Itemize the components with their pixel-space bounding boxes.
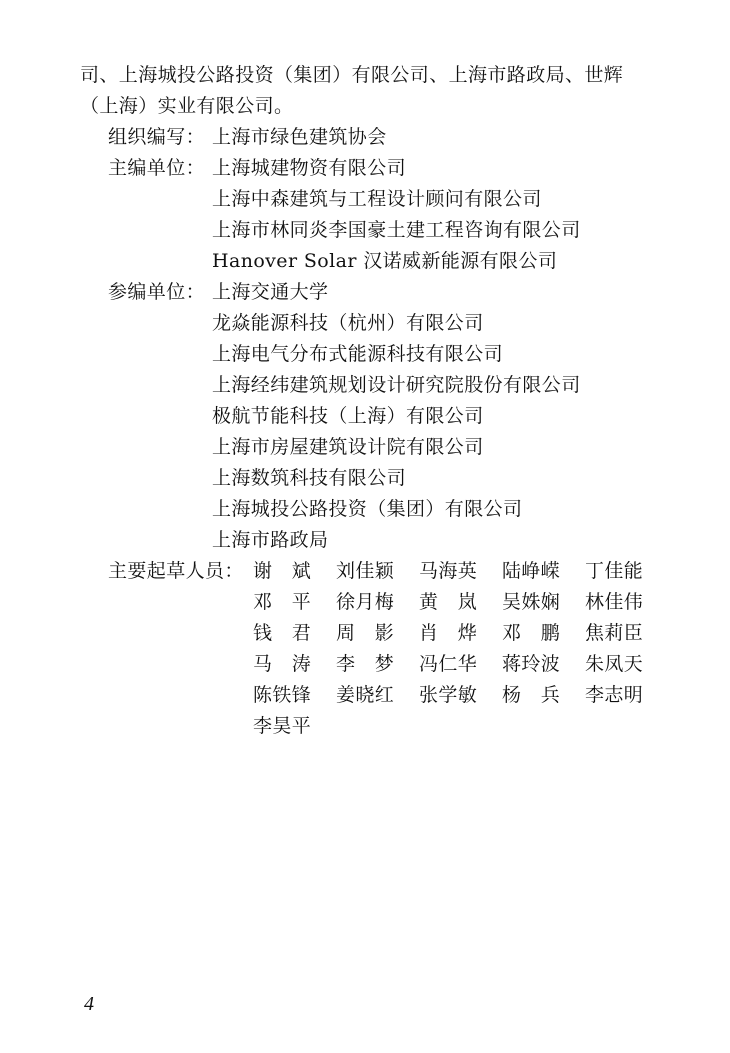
page-number: 4 xyxy=(84,993,94,1015)
drafters-label: 主要起草人员： xyxy=(108,560,244,582)
drafter-name: 吴姝娴 xyxy=(502,591,561,613)
participating-unit-item: 龙焱能源科技（杭州）有限公司 xyxy=(212,312,484,334)
drafter-name: 邓 鹏 xyxy=(502,622,561,644)
participating-unit-item: 上海城投公路投资（集团）有限公司 xyxy=(212,498,523,520)
participating-unit-item: 上海市房屋建筑设计院有限公司 xyxy=(212,436,484,458)
drafter-name: 谢 斌 xyxy=(253,560,312,582)
participating-unit-item: 上海交通大学 xyxy=(212,281,329,303)
chief-unit-item: 上海市林同炎李国豪土建工程咨询有限公司 xyxy=(212,219,581,241)
drafter-name: 蒋玲波 xyxy=(502,653,561,675)
drafter-name: 冯仁华 xyxy=(419,653,478,675)
drafter-name: 林佳伟 xyxy=(585,591,644,613)
drafter-name: 马海英 xyxy=(419,560,478,582)
participating-unit-item: 上海市路政局 xyxy=(212,529,329,551)
chief-unit-item: 上海中森建筑与工程设计顾问有限公司 xyxy=(212,188,542,210)
organizer-value: 上海市绿色建筑协会 xyxy=(212,126,387,148)
drafter-name: 陆峥嵘 xyxy=(502,560,561,582)
drafter-name: 周 影 xyxy=(336,622,395,644)
drafter-name: 焦莉臣 xyxy=(585,622,644,644)
participating-unit-item: 上海电气分布式能源科技有限公司 xyxy=(212,343,504,365)
chief-unit-item: 上海城建物资有限公司 xyxy=(212,157,407,179)
drafter-name: 刘佳颖 xyxy=(336,560,395,582)
chief-unit-item: Hanover Solar 汉诺威新能源有限公司 xyxy=(212,250,558,272)
drafter-name: 姜晓红 xyxy=(336,684,395,706)
drafter-name: 肖 烨 xyxy=(419,622,478,644)
drafter-name: 张学敏 xyxy=(419,684,478,706)
drafter-name: 丁佳能 xyxy=(585,560,644,582)
organizer-label: 组织编写： xyxy=(108,126,206,148)
drafter-name: 钱 君 xyxy=(253,622,312,644)
drafter-name: 杨 兵 xyxy=(502,684,561,706)
participating-unit-item: 上海数筑科技有限公司 xyxy=(212,467,407,489)
intro-line-1: 司、上海城投公路投资（集团）有限公司、上海市路政局、世辉 xyxy=(80,64,624,86)
drafter-name: 马 涛 xyxy=(253,653,312,675)
drafter-name: 李昊平 xyxy=(253,715,312,737)
participating-unit-item: 极航节能科技（上海）有限公司 xyxy=(212,405,484,427)
participating-unit-item: 上海经纬建筑规划设计研究院股份有限公司 xyxy=(212,374,581,396)
drafter-name: 黄 岚 xyxy=(419,591,478,613)
drafter-name: 朱凤天 xyxy=(585,653,644,675)
drafter-name: 李 梦 xyxy=(336,653,395,675)
drafter-name: 李志明 xyxy=(585,684,644,706)
chief-units-label: 主编单位： xyxy=(108,157,206,179)
participating-units-label: 参编单位： xyxy=(108,281,206,303)
drafter-name: 陈铁锋 xyxy=(253,684,312,706)
drafter-name: 邓 平 xyxy=(253,591,312,613)
drafter-name: 徐月梅 xyxy=(336,591,395,613)
intro-line-2: （上海）实业有限公司。 xyxy=(80,95,294,117)
